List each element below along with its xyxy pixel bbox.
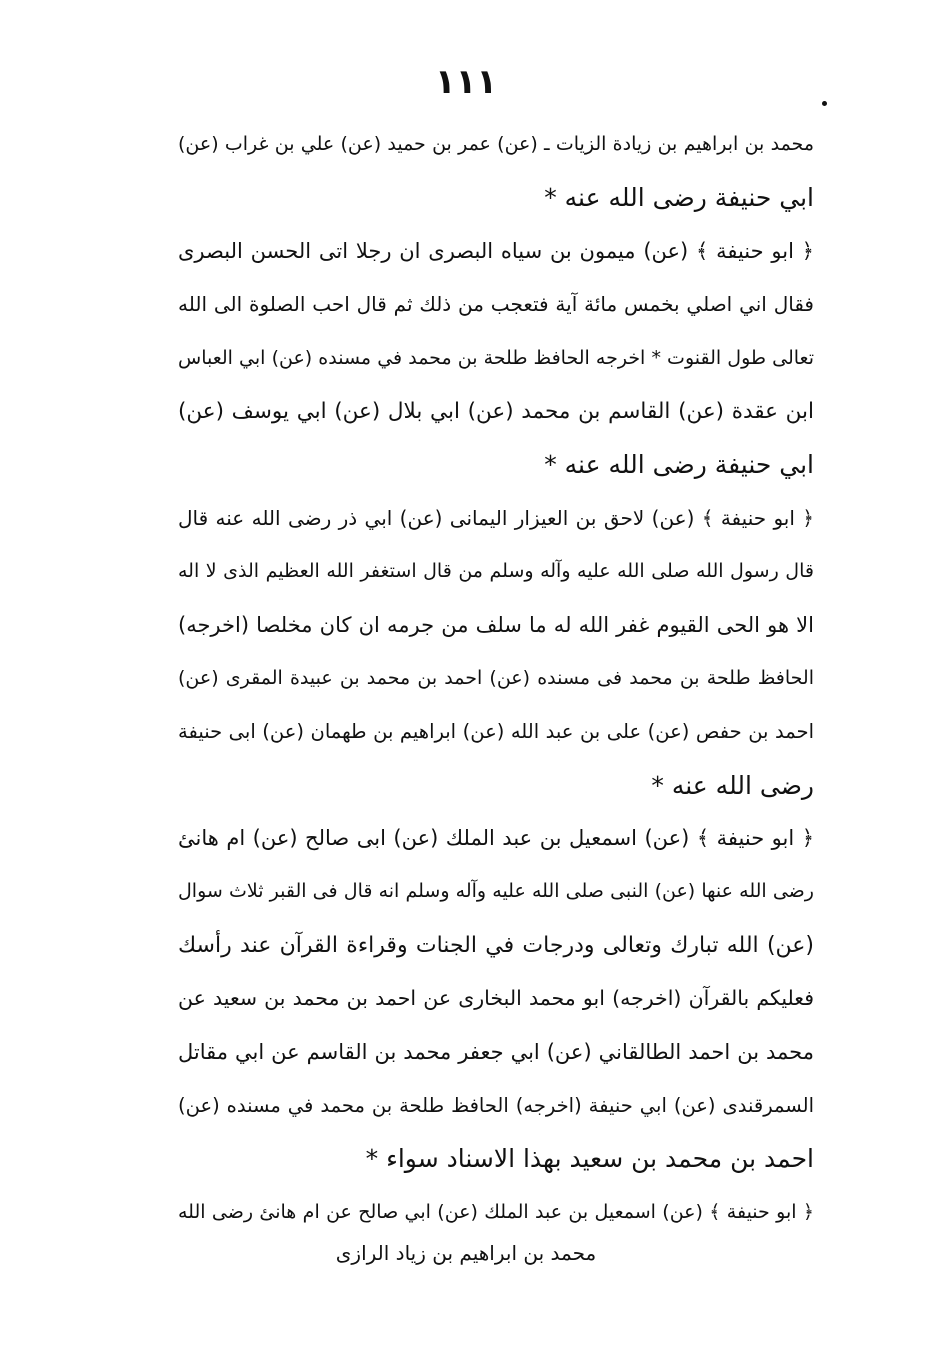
text-line: ابي حنيفة رضى الله عنه * <box>544 183 814 213</box>
text-line: ابن عقدة (عن) القاسم بن محمد (عن) ابي بلال (عن) ابي يوسف (عن) <box>178 398 814 424</box>
text-line: فقال اني اصلي بخمس مائة آية فتعجب من ذلك ثم قال احب الصلوة الى الله <box>178 292 814 317</box>
footnote: محمد بن ابراهيم بن زياد الرازى <box>335 1241 597 1265</box>
text-line: احمد بن محمد بن سعيد بهذا الاسناد سواء * <box>365 1144 814 1174</box>
text-line: تعالى طول القنوت * اخرجه الحافظ طلحة بن محمد في مسنده (عن) ابي العباس <box>178 346 814 369</box>
text-line: ﴿ ابو حنيفة ﴾ (عن) لاحق بن العيزار اليمانى (عن) ابي ذر رضى الله عنه قال <box>178 505 814 530</box>
text-line: ﴿ ابو حنيفة ﴾ (عن) ميمون بن سياه البصرى ان رجلا اتى الحسن البصرى <box>178 238 814 263</box>
text-line: محمد بن ابراهيم بن زيادة الزيات ـ (عن) عمر بن حميد (عن) علي بن غراب (عن) <box>178 133 814 155</box>
text-line: احمد بن حفص (عن) على بن عبد الله (عن) ابراهيم بن طهمان (عن) ابى حنيفة <box>178 720 814 744</box>
text-line: الا هو الحى القيوم غفر الله له ما سلف من جرمه ان كان مخلصا (اخرجه) <box>178 612 814 637</box>
text-line: رضى الله عنها (عن) النبى صلى الله عليه وآله وسلم انه قال فى القبر ثلاث سوال <box>178 880 814 903</box>
text-line: قال رسول الله صلى الله عليه وآله وسلم من قال استغفر الله العظيم الذى لا اله <box>178 560 814 583</box>
text-line: الحافظ طلحة بن محمد فى مسنده (عن) احمد بن محمد بن عبيدة المقرى (عن) <box>178 666 814 689</box>
ink-dot <box>822 101 827 106</box>
text-line: فعليكم بالقرآن (اخرجه) ابو محمد البخارى عن احمد بن محمد بن سعيد عن <box>178 986 814 1011</box>
page-number: ١١١ <box>434 62 498 102</box>
text-line: محمد بن احمد الطالقاني (عن) ابي جعفر محمد بن القاسم عن ابي مقاتل <box>178 1039 814 1064</box>
body-text <box>178 118 814 1239</box>
text-line: ابي حنيفة رضى الله عنه * <box>544 450 814 480</box>
text-line: ﴿ ابو حنيفة ﴾ (عن) اسمعيل بن عبد الملك (عن) ابى صالح (عن) ام هانئ <box>178 826 814 851</box>
text-line: ﴿ ابو حنيفة ﴾ (عن) اسمعيل بن عبد الملك (عن) ابي صالح عن ام هانئ رضى الله <box>178 1200 814 1223</box>
text-line: رضى الله عنه * <box>651 770 814 800</box>
text-line: (عن) الله تبارك وتعالى ودرجات في الجنات وقراءة القرآن عند رأسك <box>178 932 814 958</box>
text-line: السمرقندى (عن) ابي حنيفة (اخرجه) الحافظ طلحة بن محمد في مسنده (عن) <box>178 1094 814 1118</box>
